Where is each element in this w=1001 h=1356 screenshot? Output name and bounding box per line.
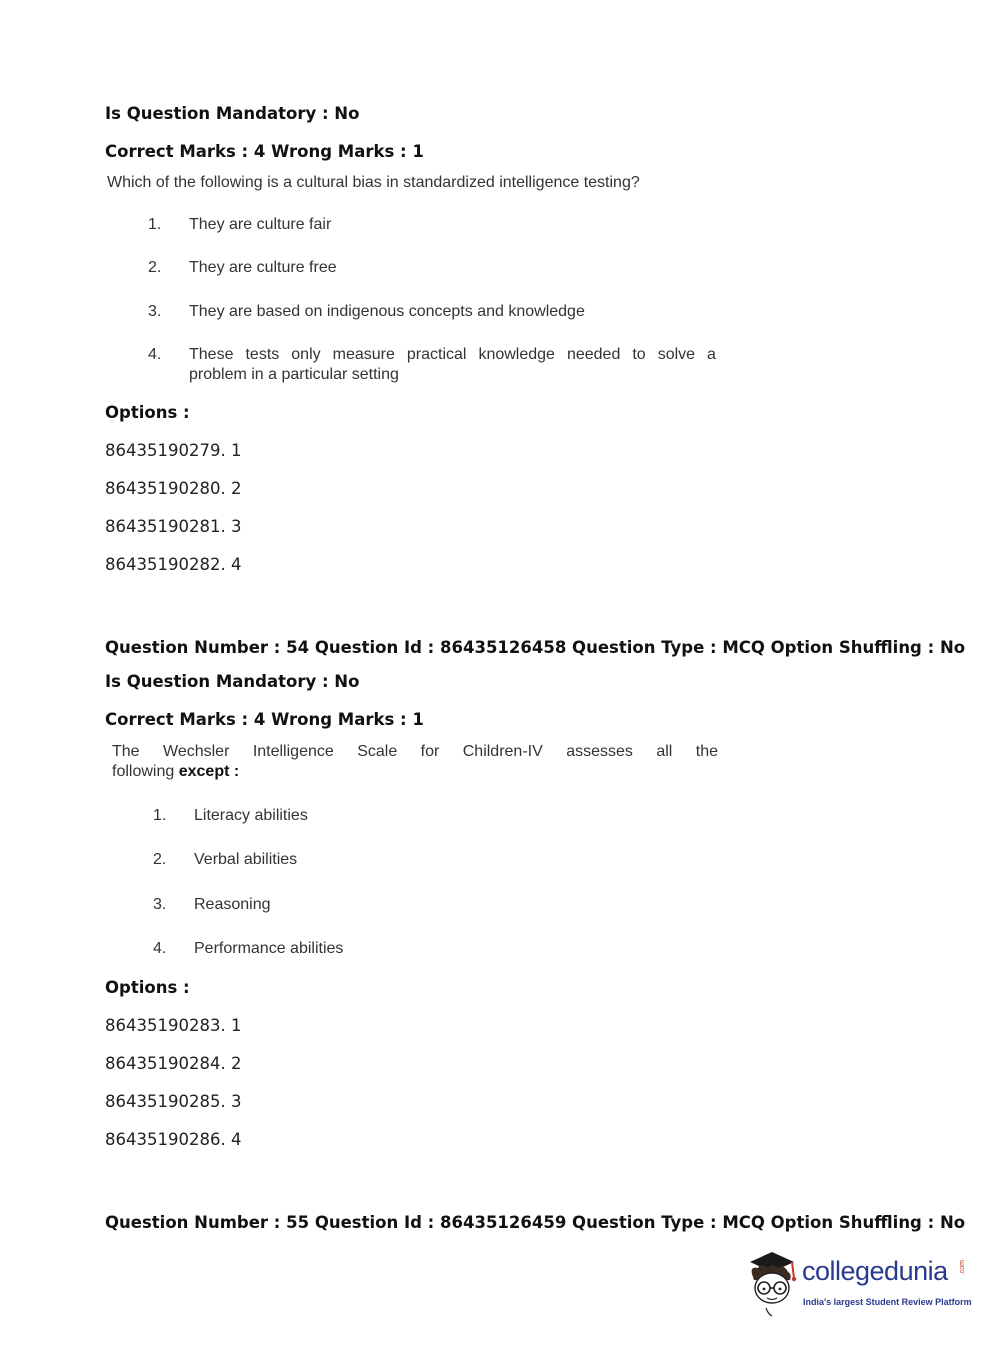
option-id: 86435190285. 3 bbox=[105, 1092, 242, 1111]
choice-number: 4. bbox=[153, 940, 167, 957]
choice-text-line2: problem in a particular setting bbox=[189, 366, 399, 383]
option-id: 86435190283. 1 bbox=[105, 1016, 242, 1035]
question-header: Question Number : 55 Question Id : 86435126459 Question Type : MCQ Option Shuffling : No bbox=[105, 1213, 966, 1232]
choice-number: 3. bbox=[153, 896, 167, 913]
choice-number: 2. bbox=[148, 259, 162, 276]
question-text-line2: following except : bbox=[112, 763, 240, 780]
marks-label: Correct Marks : 4 Wrong Marks : 1 bbox=[105, 142, 424, 161]
choice-text: They are culture fair bbox=[189, 216, 332, 233]
collegedunia-logo[interactable] bbox=[742, 1248, 972, 1318]
mascot-icon bbox=[742, 1248, 802, 1318]
option-id: 86435190281. 3 bbox=[105, 517, 242, 536]
option-id: 86435190280. 2 bbox=[105, 479, 242, 498]
question-header: Question Number : 54 Question Id : 86435126458 Question Type : MCQ Option Shuffling : No bbox=[105, 638, 966, 657]
choice-text: They are based on indigenous concepts and knowledge bbox=[189, 303, 585, 320]
logo-suffix: .com bbox=[959, 1260, 966, 1276]
option-id: 86435190284. 2 bbox=[105, 1054, 242, 1073]
options-label: Options : bbox=[105, 978, 190, 997]
choice-number: 4. bbox=[148, 346, 162, 363]
option-id: 86435190286. 4 bbox=[105, 1130, 242, 1149]
mandatory-label: Is Question Mandatory : No bbox=[105, 104, 360, 123]
logo-tagline: India's largest Student Review Platform bbox=[803, 1297, 972, 1307]
choice-number: 1. bbox=[153, 807, 167, 824]
logo-wordmark: collegedunia bbox=[802, 1256, 948, 1286]
options-label: Options : bbox=[105, 403, 190, 422]
option-id: 86435190282. 4 bbox=[105, 555, 242, 574]
choice-text: Literacy abilities bbox=[194, 807, 308, 824]
choice-number: 3. bbox=[148, 303, 162, 320]
mandatory-label: Is Question Mandatory : No bbox=[105, 672, 360, 691]
choice-text: Performance abilities bbox=[194, 940, 344, 957]
choice-number: 1. bbox=[148, 216, 162, 233]
choice-text-line1: These tests only measure practical knowledge needed to solve a bbox=[189, 346, 716, 363]
question-text: Which of the following is a cultural bias in standardized intelligence testing? bbox=[107, 174, 640, 191]
choice-number: 2. bbox=[153, 851, 167, 868]
choice-text: They are culture free bbox=[189, 259, 337, 276]
question-text-line1: The Wechsler Intelligence Scale for Children-IV assesses all the bbox=[112, 743, 718, 760]
marks-label: Correct Marks : 4 Wrong Marks : 1 bbox=[105, 710, 424, 729]
choice-text: Verbal abilities bbox=[194, 851, 298, 868]
choice-text: Reasoning bbox=[194, 896, 271, 913]
option-id: 86435190279. 1 bbox=[105, 441, 242, 460]
